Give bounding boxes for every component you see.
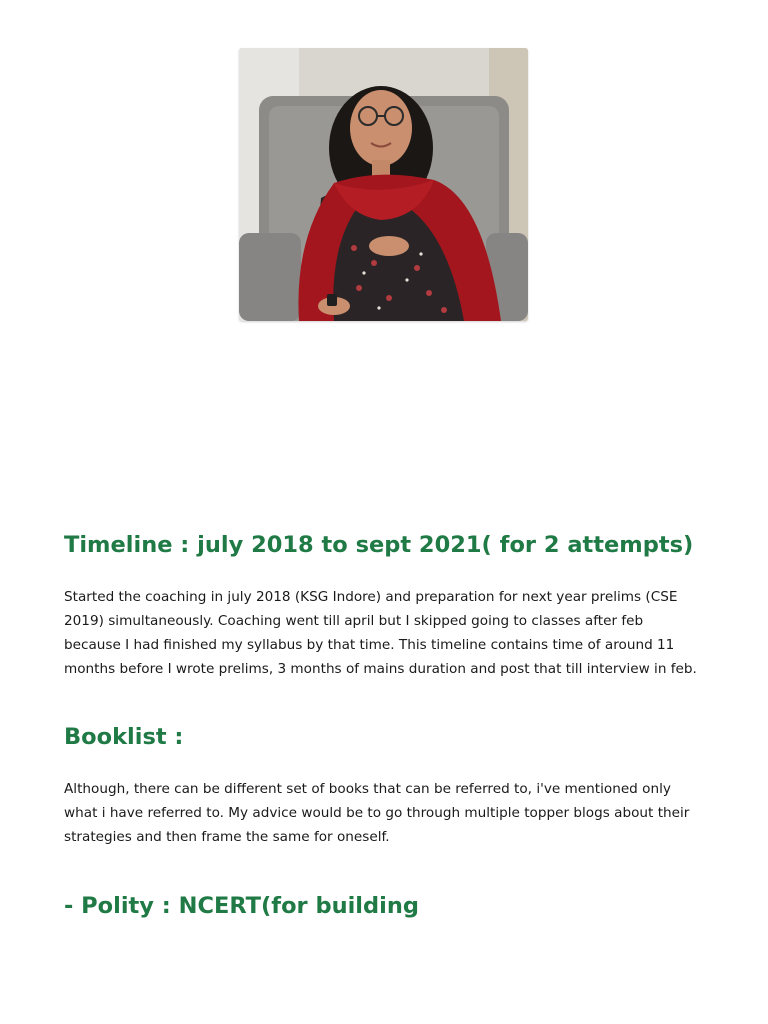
booklist-paragraph: Although, there can be different set of books that can be referred to, i've mentioned only what i have referred to. My advice would be to go through multiple topper blogs about their strategies and then frame the same for oneself. bbox=[64, 781, 690, 845]
article-content bbox=[64, 528, 704, 923]
profile-photo bbox=[239, 48, 528, 321]
timeline-paragraph: Started the coaching in july 2018 (KSG Indore) and preparation for next year prelims (CSE 2019) simultaneously. Coaching went till april but I skipped going to classes after feb because I had finished my syllabus by that time. This timeline contains time of around 11 months before I wrote prelims, 3 months of mains duration and post that till interview in feb. bbox=[64, 589, 697, 677]
profile-photo-image bbox=[239, 48, 528, 321]
timeline-heading: Timeline : july 2018 to sept 2021( for 2 attempts) bbox=[64, 532, 694, 558]
booklist-heading: Booklist : bbox=[64, 724, 184, 750]
polity-heading: - Polity : NCERT(for building bbox=[64, 893, 419, 919]
